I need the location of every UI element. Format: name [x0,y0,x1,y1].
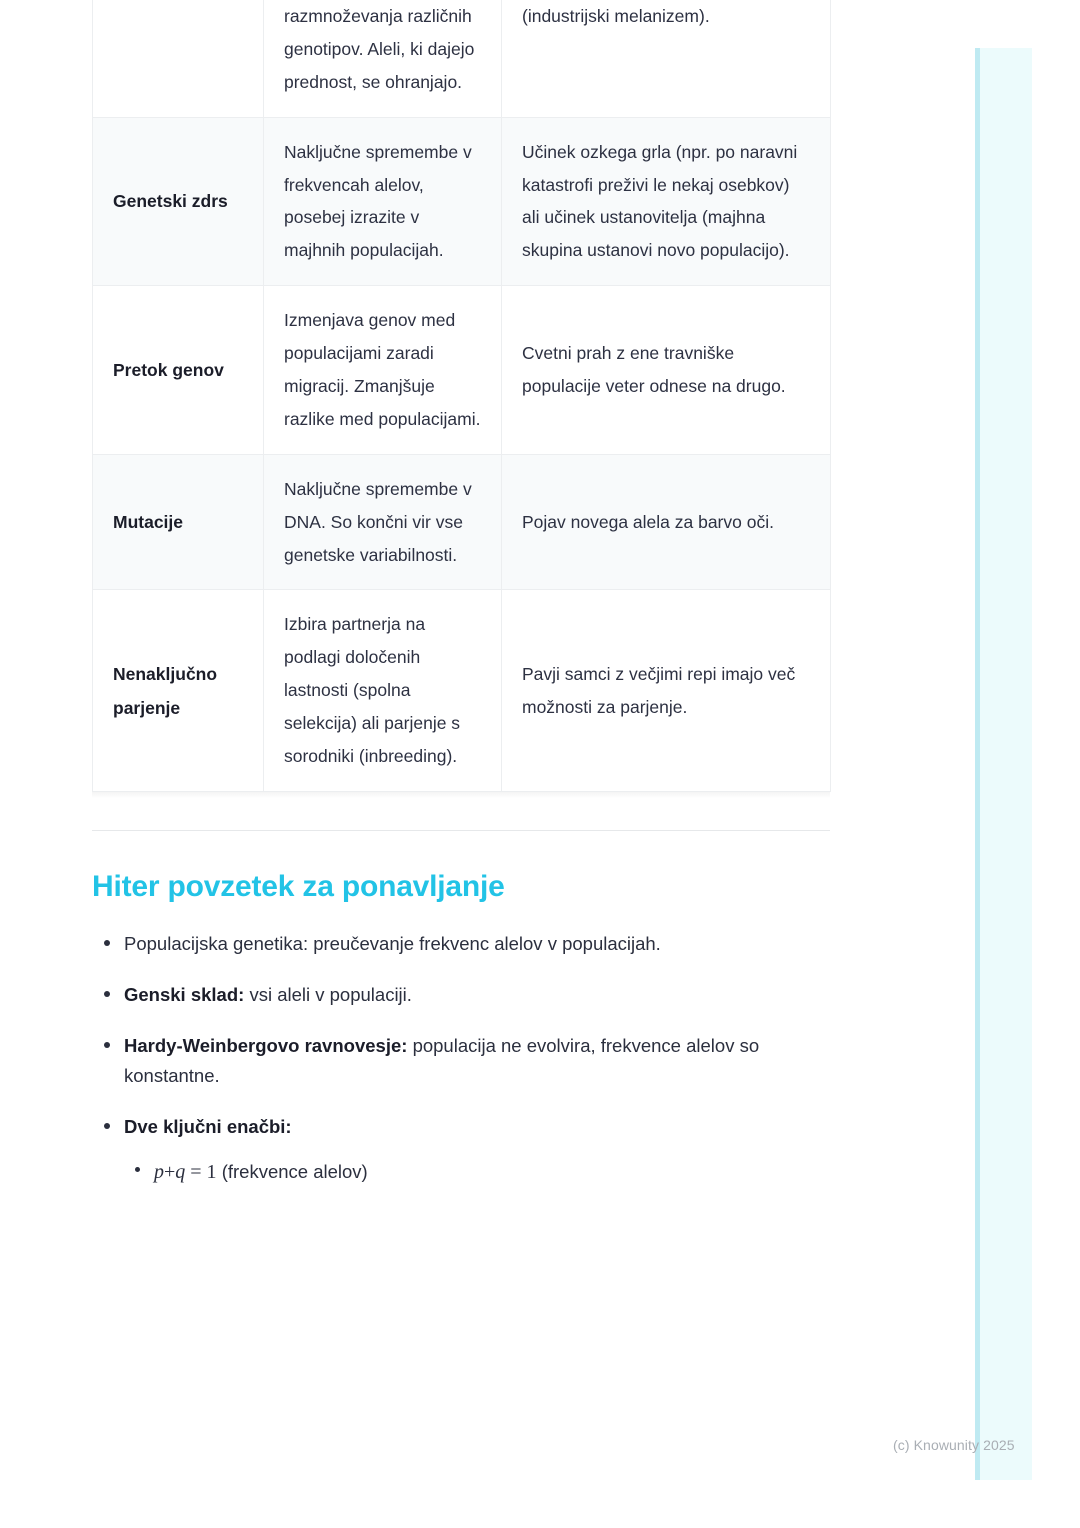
table-cell-example: Cvetni prah z ene travniške populacije veter odnese na drugo. [502,286,831,455]
right-decorative-band [975,48,1032,1480]
equation-variable-p: p [154,1160,164,1183]
table-body [93,0,831,791]
table-cell-example: Pojav novega alela za barvo oči. [502,454,831,590]
content-column [92,0,830,1198]
summary-heading: Hiter povzetek za ponavljanje [92,869,505,903]
table-cell-description: Naključne spremembe v DNA. So končni vir vse genetske variabilnosti. [264,454,502,590]
section-divider [92,830,830,831]
equation-operator: + [164,1160,176,1183]
list-item [124,1156,830,1188]
table-row [93,590,831,791]
bullet-lead: Genski sklad: [124,983,245,1005]
bullet-lead: Dve ključni enačbi: [124,1115,292,1137]
table-row [93,0,831,117]
table-cell-term: Pretok genov [93,286,264,455]
table-cell-term: Genetski zdrs [93,117,264,286]
table-cell-example: Pavji samci z večjimi repi imajo več možnosti za parjenje. [502,590,831,791]
list-item [92,1031,830,1091]
bullet-text: vsi aleli v populaciji. [249,983,412,1005]
table-cell-term: Mutacije [93,454,264,590]
equation-note: (frekvence alelov) [221,1160,368,1182]
equation-sub-list [124,1156,830,1188]
evolution-factors-table [92,0,831,792]
bullet-text: Populacijska genetika: preučevanje frekvenc alelov v populacijah. [124,932,661,954]
table-row [93,286,831,455]
table-cell-description: razmnoževanja različnih genotipov. Aleli, ki dajejo prednost, se ohranjajo. [264,0,502,117]
table-cell-description: Naključne spremembe v frekvencah alelov, posebej izrazite v majhnih populacijah. [264,117,502,286]
list-item [92,1112,830,1188]
table-cell-term [93,0,264,117]
table-bottom-shadow [92,792,830,798]
equation-equals: = 1 [190,1160,217,1183]
bullet-text: populacija ne evolvira, frekvence alelov so konstantne. [124,1034,760,1086]
table-cell-description: Izbira partnerja na podlagi določenih lastnosti (spolna selekcija) ali parjenje s sorodniki (inbreeding). [264,590,502,791]
watermark: (c) Knowunity 2025 [893,1437,1015,1453]
table-row [93,454,831,590]
table-cell-description: Izmenjava genov med populacijami zaradi migracij. Zmanjšuje razlike med populacijami. [264,286,502,455]
table-cell-example: Učinek ozkega grla (npr. po naravni katastrofi preživi le nekaj osebkov) ali učinek ustanovitelja (majhna skupina ustanovi novo populacijo). [502,117,831,286]
list-item [92,980,830,1010]
summary-bullet-list [92,929,830,1188]
equation-variable-q: q [175,1160,186,1183]
right-decorative-band-edge [975,48,980,1480]
equation-expression [154,1161,217,1183]
table-row [93,117,831,286]
table-cell-example: (industrijski melanizem). [502,0,831,117]
list-item [92,929,830,959]
bullet-lead: Hardy-Weinbergovo ravnovesje: [124,1034,408,1056]
table-cell-term: Nenaključno parjenje [93,590,264,791]
